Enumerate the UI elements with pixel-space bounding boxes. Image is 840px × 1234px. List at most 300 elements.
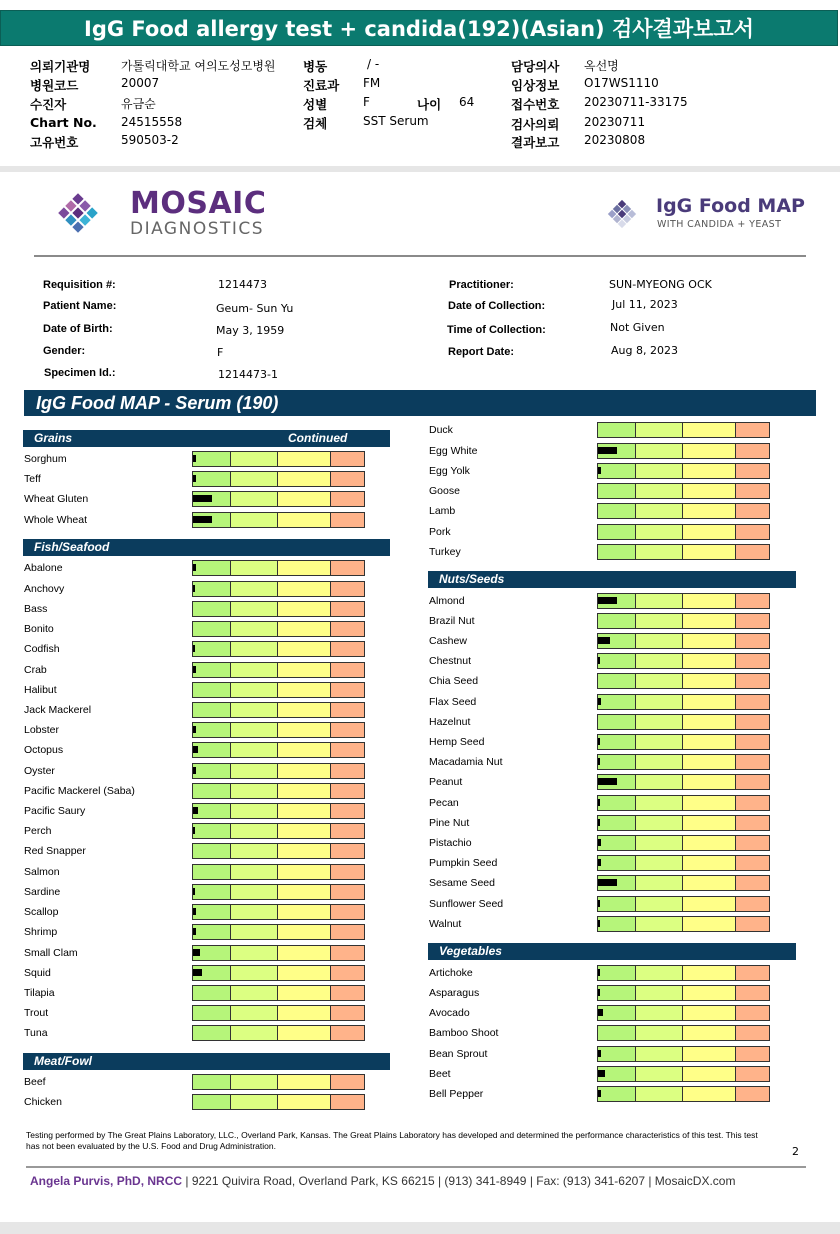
reactivity-zone xyxy=(230,843,278,859)
panel-banner: IgG Food MAP - Serum (190) xyxy=(24,390,816,416)
reactivity-zone xyxy=(230,512,278,528)
reactivity-bar xyxy=(597,653,770,669)
food-name: Tuna xyxy=(24,1027,48,1039)
collection-date-value: Jul 11, 2023 xyxy=(612,298,678,311)
reactivity-zone xyxy=(230,451,278,467)
reactivity-zone xyxy=(192,682,231,698)
reactivity-zone xyxy=(735,1005,770,1021)
reactivity-zone xyxy=(635,633,683,649)
reactivity-zone xyxy=(597,815,636,831)
ward-label: 병동 xyxy=(303,59,328,74)
reactivity-zone xyxy=(330,682,365,698)
reactivity-zone xyxy=(277,1094,331,1110)
reactivity-zone xyxy=(277,904,331,920)
reactivity-zone xyxy=(230,722,278,738)
food-name: Egg White xyxy=(429,445,478,457)
reactivity-bar xyxy=(597,694,770,710)
reactivity-zone xyxy=(682,503,736,519)
reactivity-bar xyxy=(597,443,770,459)
reactivity-bar xyxy=(597,815,770,831)
reactivity-bar xyxy=(597,754,770,770)
reactivity-zone xyxy=(597,855,636,871)
food-name: Avocado xyxy=(429,1007,470,1019)
reactivity-level xyxy=(193,928,196,935)
reactivity-level xyxy=(193,726,196,733)
reactivity-zone xyxy=(192,985,231,1001)
reactivity-zone xyxy=(277,823,331,839)
reactivity-zone xyxy=(682,673,736,689)
reactivity-zone xyxy=(330,641,365,657)
clinical-value: O17WS1110 xyxy=(584,76,659,90)
reactivity-zone xyxy=(635,855,683,871)
reactivity-bar xyxy=(192,763,365,779)
logo-divider xyxy=(34,255,806,257)
reactivity-level xyxy=(598,799,600,806)
reactivity-zone xyxy=(330,1074,365,1090)
reactivity-bar xyxy=(192,965,365,981)
reactivity-zone xyxy=(735,633,770,649)
patient-name-label: Patient Name: xyxy=(43,300,117,312)
food-name: Lamb xyxy=(429,505,456,517)
section-meat xyxy=(23,1053,390,1070)
gender-value: F xyxy=(217,346,224,359)
food-name: Anchovy xyxy=(24,583,65,595)
reactivity-bar xyxy=(597,633,770,649)
reactivity-zone xyxy=(635,795,683,811)
reactivity-zone xyxy=(682,524,736,540)
food-name: Sorghum xyxy=(24,453,67,465)
reactivity-bar xyxy=(192,1025,365,1041)
reactivity-zone xyxy=(635,503,683,519)
gender-label: Gender: xyxy=(43,345,86,357)
reactivity-zone xyxy=(682,694,736,710)
reactivity-zone xyxy=(597,985,636,1001)
reactivity-zone xyxy=(682,1086,736,1102)
reactivity-bar xyxy=(597,985,770,1001)
food-name: Goose xyxy=(429,485,460,497)
reactivity-zone xyxy=(682,855,736,871)
ward-value: / - xyxy=(367,57,380,71)
reactivity-level xyxy=(598,467,601,474)
patient-name-value: Geum- Sun Yu xyxy=(216,302,294,315)
reactivity-bar xyxy=(597,734,770,750)
section-nuts xyxy=(428,571,796,588)
reactivity-zone xyxy=(597,754,636,770)
reactivity-zone xyxy=(192,662,231,678)
reactivity-level xyxy=(193,516,212,523)
food-name: Bamboo Shoot xyxy=(429,1027,499,1039)
reactivity-zone xyxy=(330,864,365,880)
reactivity-zone xyxy=(192,884,231,900)
requisition-value: 1214473 xyxy=(218,278,267,291)
section-grains xyxy=(23,430,390,447)
reactivity-zone xyxy=(597,483,636,499)
reactivity-zone xyxy=(635,835,683,851)
reactivity-zone xyxy=(230,823,278,839)
food-name: Brazil Nut xyxy=(429,615,475,627)
reactivity-zone xyxy=(635,524,683,540)
reactivity-level xyxy=(598,758,600,765)
reactivity-zone xyxy=(635,774,683,790)
reactivity-zone xyxy=(682,795,736,811)
reactivity-bar xyxy=(192,823,365,839)
age-value: 64 xyxy=(459,95,475,109)
reactivity-zone xyxy=(682,896,736,912)
reactivity-zone xyxy=(192,601,231,617)
reactivity-zone xyxy=(277,641,331,657)
food-name: Macadamia Nut xyxy=(429,756,503,768)
food-name: Red Snapper xyxy=(24,845,86,857)
reactivity-zone xyxy=(735,896,770,912)
patient-label: 수진자 xyxy=(30,97,67,112)
reactivity-level xyxy=(598,1090,601,1097)
reactivity-zone xyxy=(230,662,278,678)
reactivity-zone xyxy=(192,1074,231,1090)
reactivity-zone xyxy=(682,1046,736,1062)
reactivity-zone xyxy=(330,702,365,718)
reactivity-zone xyxy=(682,965,736,981)
reactivity-zone xyxy=(230,621,278,637)
reactivity-zone xyxy=(682,544,736,560)
reactivity-zone xyxy=(635,463,683,479)
reactivity-level xyxy=(598,1050,601,1057)
reactivity-zone xyxy=(597,795,636,811)
reactivity-zone xyxy=(735,694,770,710)
reactivity-level xyxy=(193,949,200,956)
doctor-label: 담당의사 xyxy=(511,59,560,74)
reactivity-zone xyxy=(597,734,636,750)
reactivity-zone xyxy=(635,896,683,912)
reactivity-zone xyxy=(192,451,231,467)
reactivity-level xyxy=(193,585,195,592)
food-map-logo-icon xyxy=(592,198,652,230)
section-vegetables-title: Vegetables xyxy=(439,944,502,958)
reactivity-zone xyxy=(230,985,278,1001)
reactivity-zone xyxy=(735,593,770,609)
reactivity-zone xyxy=(277,682,331,698)
reactivity-zone xyxy=(192,823,231,839)
reactivity-bar xyxy=(192,742,365,758)
reactivity-zone xyxy=(277,843,331,859)
reactivity-zone xyxy=(330,783,365,799)
reactivity-bar xyxy=(192,843,365,859)
reactivity-zone xyxy=(230,471,278,487)
reactivity-bar xyxy=(597,503,770,519)
reactivity-zone xyxy=(735,653,770,669)
reactivity-zone xyxy=(277,924,331,940)
reactivity-zone xyxy=(682,1005,736,1021)
id-label: 고유번호 xyxy=(30,135,79,150)
reactivity-level xyxy=(193,564,196,571)
clinical-label: 임상정보 xyxy=(511,78,560,93)
food-name: Codfish xyxy=(24,643,60,655)
reactivity-bar xyxy=(192,1074,365,1090)
food-name: Chia Seed xyxy=(429,675,479,687)
reactivity-zone xyxy=(192,471,231,487)
reactivity-zone xyxy=(277,1074,331,1090)
food-name: Bass xyxy=(24,603,48,615)
reactivity-zone xyxy=(597,896,636,912)
reactivity-zone xyxy=(597,1046,636,1062)
reactivity-zone xyxy=(682,463,736,479)
section-nuts-title: Nuts/Seeds xyxy=(439,572,505,586)
reactivity-zone xyxy=(330,884,365,900)
reactivity-zone xyxy=(682,774,736,790)
collection-date-label: Date of Collection: xyxy=(448,300,546,312)
reactivity-zone xyxy=(735,443,770,459)
reactivity-zone xyxy=(330,924,365,940)
reactivity-zone xyxy=(682,443,736,459)
food-name: Flax Seed xyxy=(429,696,477,708)
reactivity-bar xyxy=(192,491,365,507)
product-subtitle: WITH CANDIDA + YEAST xyxy=(657,219,782,230)
reactivity-bar xyxy=(597,463,770,479)
dob-value: May 3, 1959 xyxy=(216,324,285,337)
reactivity-bar xyxy=(597,1046,770,1062)
reactivity-zone xyxy=(192,560,231,576)
reactivity-zone xyxy=(597,694,636,710)
reactivity-zone xyxy=(277,803,331,819)
food-name: Pumpkin Seed xyxy=(429,857,498,869)
reactivity-zone xyxy=(277,621,331,637)
reactivity-zone xyxy=(277,601,331,617)
lab-director: Angela Purvis, PhD, NRCC xyxy=(30,1174,183,1188)
chart-label: Chart No. xyxy=(30,115,97,130)
reactivity-level xyxy=(598,819,600,826)
reactivity-zone xyxy=(735,1066,770,1082)
reactivity-zone xyxy=(635,613,683,629)
reactivity-zone xyxy=(735,544,770,560)
footer-address xyxy=(30,1174,735,1188)
report-value: 20230808 xyxy=(584,133,646,147)
reactivity-zone xyxy=(635,965,683,981)
reactivity-level xyxy=(598,900,600,907)
reactivity-level xyxy=(598,698,601,705)
reactivity-bar xyxy=(192,985,365,1001)
code-label: 병원코드 xyxy=(30,78,79,93)
reactivity-zone xyxy=(277,722,331,738)
reactivity-bar xyxy=(192,702,365,718)
reactivity-zone xyxy=(735,524,770,540)
reactivity-zone xyxy=(230,965,278,981)
reactivity-bar xyxy=(192,560,365,576)
request-label: 검사의뢰 xyxy=(511,117,560,132)
reactivity-level xyxy=(598,597,617,604)
reactivity-zone xyxy=(330,491,365,507)
report-date-value: Aug 8, 2023 xyxy=(611,344,678,357)
reactivity-zone xyxy=(277,985,331,1001)
reactivity-zone xyxy=(330,601,365,617)
reactivity-level xyxy=(193,888,195,895)
footer-divider xyxy=(26,1166,806,1168)
reactivity-zone xyxy=(277,512,331,528)
food-name: Bean Sprout xyxy=(429,1048,488,1060)
reactivity-zone xyxy=(735,916,770,932)
product-name: IgG Food MAP xyxy=(656,195,805,217)
section-vegetables xyxy=(428,943,796,960)
reactivity-level xyxy=(598,839,601,846)
reactivity-zone xyxy=(735,463,770,479)
reactivity-zone xyxy=(635,734,683,750)
reactivity-bar xyxy=(597,875,770,891)
food-name: Pistachio xyxy=(429,837,472,849)
report-title: IgG Food allergy test + candida(192)(Asian) 검사결과보고서 xyxy=(0,10,838,46)
reactivity-level xyxy=(598,637,610,644)
reactivity-zone xyxy=(597,1086,636,1102)
reactivity-zone xyxy=(277,783,331,799)
reactivity-zone xyxy=(682,483,736,499)
reactivity-zone xyxy=(277,581,331,597)
reactivity-bar xyxy=(192,471,365,487)
food-name: Hazelnut xyxy=(429,716,471,728)
reactivity-zone xyxy=(735,774,770,790)
food-name: Bell Pepper xyxy=(429,1088,484,1100)
food-name: Peanut xyxy=(429,776,463,788)
reactivity-zone xyxy=(230,491,278,507)
reactivity-zone xyxy=(230,702,278,718)
reactivity-zone xyxy=(682,875,736,891)
sex-value: F xyxy=(363,95,370,109)
dept-label: 진료과 xyxy=(303,78,340,93)
reactivity-zone xyxy=(277,471,331,487)
reactivity-zone xyxy=(735,795,770,811)
reactivity-zone xyxy=(597,463,636,479)
reactivity-zone xyxy=(635,1066,683,1082)
receipt-label: 접수번호 xyxy=(511,97,560,112)
practitioner-value: SUN-MYEONG OCK xyxy=(609,278,712,291)
food-name: Salmon xyxy=(24,866,60,878)
food-name: Whole Wheat xyxy=(24,514,88,526)
reactivity-zone xyxy=(230,1094,278,1110)
food-name: Chestnut xyxy=(429,655,472,667)
food-name: Bonito xyxy=(24,623,54,635)
food-name: Sunflower Seed xyxy=(429,898,504,910)
report-date-label: Report Date: xyxy=(448,346,515,358)
reactivity-zone xyxy=(735,673,770,689)
food-name: Small Clam xyxy=(24,947,78,959)
reactivity-level xyxy=(598,1009,603,1016)
reactivity-zone xyxy=(192,924,231,940)
reactivity-zone xyxy=(635,1005,683,1021)
dob-label: Date of Birth: xyxy=(43,323,113,335)
reactivity-zone xyxy=(635,985,683,1001)
reactivity-zone xyxy=(635,1046,683,1062)
food-name: Duck xyxy=(429,424,453,436)
reactivity-zone xyxy=(597,503,636,519)
reactivity-zone xyxy=(635,875,683,891)
reactivity-zone xyxy=(597,422,636,438)
reactivity-level xyxy=(193,767,196,774)
practitioner-label: Practitioner: xyxy=(449,279,514,291)
reactivity-bar xyxy=(597,774,770,790)
reactivity-zone xyxy=(277,763,331,779)
reactivity-zone xyxy=(635,593,683,609)
reactivity-zone xyxy=(330,843,365,859)
reactivity-zone xyxy=(330,581,365,597)
reactivity-bar xyxy=(597,896,770,912)
reactivity-zone xyxy=(635,1025,683,1041)
reactivity-zone xyxy=(192,783,231,799)
reactivity-zone xyxy=(682,593,736,609)
reactivity-zone xyxy=(330,763,365,779)
reactivity-zone xyxy=(330,945,365,961)
reactivity-level xyxy=(598,969,600,976)
reactivity-zone xyxy=(277,945,331,961)
reactivity-zone xyxy=(635,673,683,689)
reactivity-bar xyxy=(192,1005,365,1021)
reactivity-zone xyxy=(330,512,365,528)
reactivity-zone xyxy=(330,904,365,920)
reactivity-zone xyxy=(277,864,331,880)
reactivity-zone xyxy=(192,1094,231,1110)
reactivity-zone xyxy=(735,503,770,519)
food-name: Sardine xyxy=(24,886,61,898)
reactivity-zone xyxy=(735,815,770,831)
reactivity-zone xyxy=(682,835,736,851)
food-name: Octopus xyxy=(24,744,64,756)
food-name: Perch xyxy=(24,825,52,837)
reactivity-zone xyxy=(277,965,331,981)
reactivity-zone xyxy=(230,601,278,617)
divider-band xyxy=(0,166,840,172)
reactivity-level xyxy=(598,920,600,927)
food-name: Egg Yolk xyxy=(429,465,470,477)
reactivity-level xyxy=(193,969,202,976)
food-name: Pork xyxy=(429,526,451,538)
food-name: Pacific Saury xyxy=(24,805,86,817)
reactivity-bar xyxy=(192,722,365,738)
reactivity-zone xyxy=(230,783,278,799)
reactivity-zone xyxy=(635,653,683,669)
reactivity-zone xyxy=(597,613,636,629)
reactivity-zone xyxy=(635,483,683,499)
reactivity-level xyxy=(598,657,600,664)
reactivity-zone xyxy=(330,742,365,758)
reactivity-bar xyxy=(597,593,770,609)
food-name: Almond xyxy=(429,595,465,607)
receipt-value: 20230711-33175 xyxy=(584,95,688,109)
lab-address: | 9221 Quivira Road, Overland Park, KS 66215 | (913) 341-8949 | Fax: (913) 341-6207 | MosaicDX.com xyxy=(185,1174,736,1188)
reactivity-bar xyxy=(597,613,770,629)
reactivity-zone xyxy=(682,754,736,770)
reactivity-zone xyxy=(277,662,331,678)
reactivity-bar xyxy=(597,524,770,540)
reactivity-level xyxy=(598,1070,605,1077)
reactivity-bar xyxy=(192,924,365,940)
reactivity-zone xyxy=(597,714,636,730)
reactivity-zone xyxy=(192,621,231,637)
food-name: Oyster xyxy=(24,765,55,777)
reactivity-bar xyxy=(597,1025,770,1041)
reactivity-level xyxy=(598,989,600,996)
report-header xyxy=(0,50,838,168)
reactivity-bar xyxy=(192,884,365,900)
reactivity-bar xyxy=(597,795,770,811)
food-name: Shrimp xyxy=(24,926,58,938)
reactivity-zone xyxy=(330,1005,365,1021)
reactivity-level xyxy=(193,475,196,482)
reactivity-zone xyxy=(735,734,770,750)
reactivity-zone xyxy=(230,864,278,880)
reactivity-zone xyxy=(682,916,736,932)
sample-label: 검체 xyxy=(303,116,328,131)
reactivity-zone xyxy=(230,945,278,961)
reactivity-bar xyxy=(597,1066,770,1082)
food-name: Scallop xyxy=(24,906,59,918)
food-name: Turkey xyxy=(429,546,461,558)
reactivity-zone xyxy=(330,451,365,467)
food-name: Crab xyxy=(24,664,47,676)
